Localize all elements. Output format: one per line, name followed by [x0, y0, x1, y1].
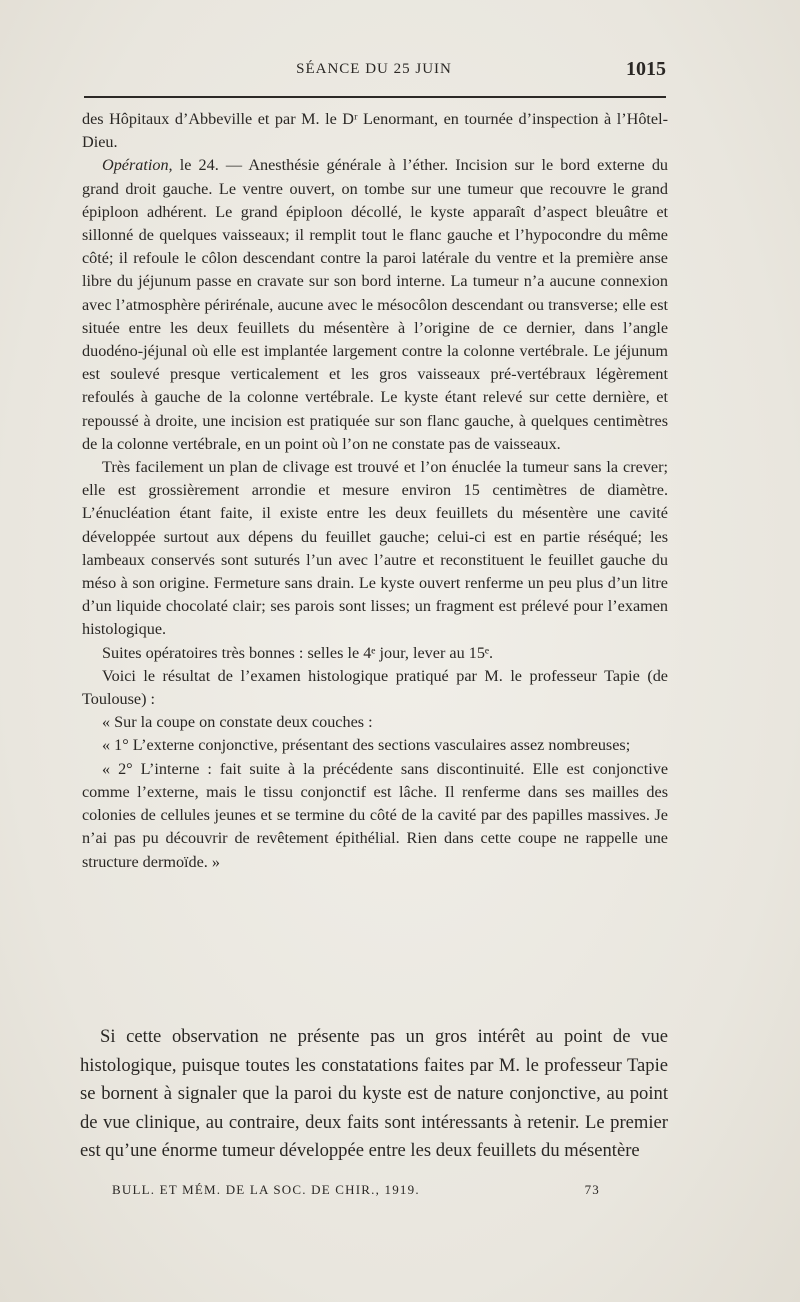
running-header	[82, 58, 666, 84]
case-report-text	[82, 108, 668, 874]
paragraph-quote-layers: « Sur la coupe on constate deux couches :	[102, 713, 373, 732]
paragraph-histology-intro: Voici le résultat de l’examen histologique pratiqué par M. le professeur Tapie (de Toulouse) :	[82, 666, 668, 709]
operation-text: le 24. — Anesthésie générale à l’éther. Incision sur le bord externe du grand droit gauche. Le ventre ouvert, on tombe sur une tumeur que recouvre le grand épiploon adhérent. Le grand épiploon décollé, le kyste apparaît d’aspect bleuâtre et sillonné de quelques vaisseaux; il remplit tout le flanc gauche et l’hypocondre du même côté; il refoule le côlon descendant contre la paroi latérale du ventre et la première anse libre du jéjunum passe en cravate sur son bord interne. La tumeur n’a aucune connexion avec l’atmosphère périrénale, aucune avec le mésocôlon descendant ou transverse; elle est située entre les deux feuillets du mésentère à l’origine de ce dernier, dans l’angle duodéno-jéjunal où elle est implantée largement contre la colonne vertébrale. Le jéjunum est soulevé presque verticalement et les gros vaisseaux pré-vertébraux légèrement refoulés à gauche de la colonne vertébrale. Le kyste étant relevé sur cette dernière, et repoussé à droite, une incision est pratiquée sur son flanc gauche, à quelques centimètres de la colonne vertébrale, en un point où l’on ne constate pas de vaisseaux.	[82, 156, 669, 453]
operation-label: Opération,	[102, 156, 173, 175]
paragraph-hospital: des Hôpitaux d’Abbeville et par M. le Dʳ Lenormant, en tournée d’inspection à l’Hôtel-Dieu.	[82, 110, 668, 152]
paragraph-operation	[82, 154, 668, 456]
footer-reference: BULL. ET MÉM. DE LA SOC. DE CHIR., 1919.	[112, 1182, 420, 1197]
page-number: 1015	[626, 58, 666, 80]
header-title: SÉANCE DU 25 JUIN	[296, 61, 452, 77]
paragraph-enucleation: Très facilement un plan de clivage est trouvé et l’on énuclée la tumeur sans la crever; elle est grossièrement arrondie et mesure environ 15 centimètres de diamètre. L’énucléation étant faite, il existe entre les deux feuillets du mésentère une cavité développée surtout aux dépens du feuillet gauche; celui-ci est en partie réséqué; les lambeaux conservés sont suturés l’un avec l’autre et reconstituent le feuillet gauche du méso à son origine. Fermeture sans drain. Le kyste ouvert renferme un peu plus d’un litre d’un liquide chocolaté clair; ses parois sont lisses; un fragment est prélevé pour l’examen histologique.	[82, 458, 668, 639]
footer-signature: 73	[584, 1182, 600, 1197]
paragraph-quote-internal: « 2° L’interne : fait suite à la précédente sans discontinuité. Elle est conjonctive comme l’externe, mais le tissu conjonctif est lâche. Il renferme dans ses mailles des colonies de cellules jeunes et se termine du côté de la cavité par des papilles massives. Je n’ai pas pu découvrir de revêtement épithélial. Rien dans cette coupe ne rappelle une structure dermoïde. »	[82, 759, 668, 871]
discussion-text	[80, 1023, 668, 1166]
paragraph-quote-external: « 1° L’externe conjonctive, présentant des sections vasculaires assez nombreuses;	[102, 736, 631, 755]
page-footer	[112, 1182, 600, 1204]
paragraph-postop: Suites opératoires très bonnes : selles le 4ᵉ jour, lever au 15ᵉ.	[102, 643, 494, 662]
header-rule	[84, 96, 666, 98]
paragraph-discussion: Si cette observation ne présente pas un gros intérêt au point de vue histologique, puisque toutes les constatations faites par M. le professeur Tapie se bornent à signaler que la paroi du kyste est de nature conjonctive, au point de vue clinique, au contraire, deux faits sont intéressants à retenir. Le premier est qu’une énorme tumeur développée entre les deux feuillets du mésentère	[80, 1026, 668, 1161]
